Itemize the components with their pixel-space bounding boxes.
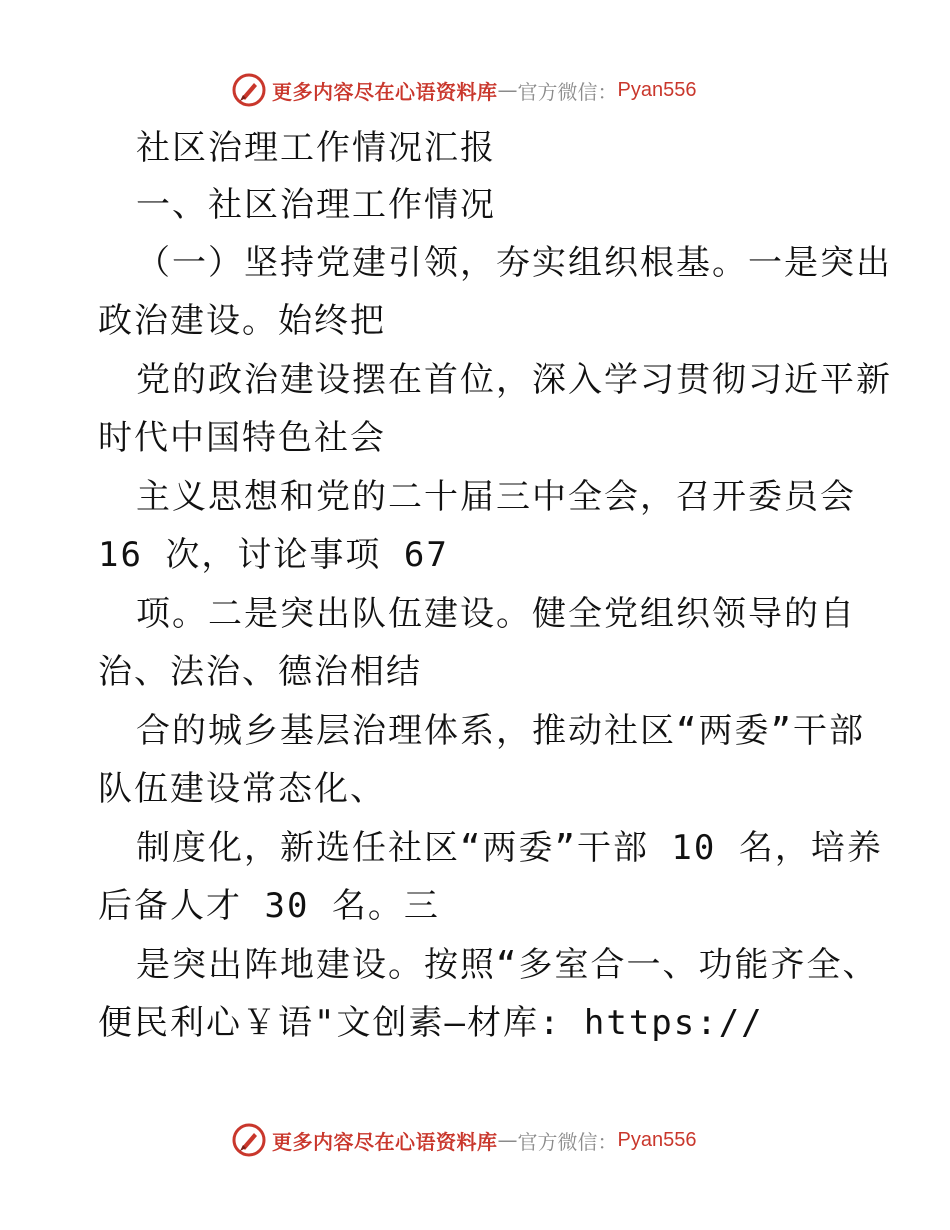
text-line: 是突出阵地建设。按照“多室合一、功能齐全、	[136, 945, 879, 985]
watermark-wechat-label: 官方微信：	[517, 1129, 618, 1154]
section-heading: 一、社区治理工作情况	[136, 185, 496, 225]
text-line: 时代中国特色社会	[98, 418, 386, 458]
text-line: （一）坚持党建引领，夯实组织根基。一是突出	[136, 243, 892, 283]
text-line: 政治建设。始终把	[98, 301, 386, 341]
watermark-wechat-id: Pyan556	[617, 78, 697, 101]
text-line: 队伍建设常态化、	[98, 769, 386, 809]
text-line: 合的城乡基层治理体系，推动社区“两委”干部	[136, 711, 865, 751]
watermark-main-text: 更多内容尽在心语资料库	[272, 1129, 498, 1154]
text-line: 制度化，新选任社区“两委”干部 10 名，培养	[136, 828, 883, 868]
pen-nib-icon	[232, 73, 266, 107]
text-line: 16 次，讨论事项 67	[98, 535, 449, 575]
watermark-separator: —	[497, 78, 518, 102]
watermark-main-text: 更多内容尽在心语资料库	[272, 79, 498, 104]
pen-nib-icon	[232, 1123, 266, 1157]
watermark-separator: —	[497, 1128, 518, 1152]
watermark-banner-bottom	[232, 1120, 696, 1160]
text-line: 党的政治建设摆在首位，深入学习贯彻习近平新	[136, 360, 892, 400]
watermark-wechat-label: 官方微信：	[517, 79, 618, 104]
watermark-wechat-id: Pyan556	[617, 1128, 697, 1151]
watermark-banner-top	[232, 70, 696, 110]
text-line: 后备人才 30 名。三	[98, 886, 440, 926]
text-line: 主义思想和党的二十届三中全会，召开委员会	[136, 477, 856, 517]
text-line: 便民利心￥语"文创素—材库: https://	[98, 1003, 764, 1043]
text-line: 项。二是突出队伍建设。健全党组织领导的自	[136, 594, 856, 634]
doc-title: 社区治理工作情况汇报	[136, 128, 496, 168]
text-line: 治、法治、德治相结	[98, 652, 422, 692]
